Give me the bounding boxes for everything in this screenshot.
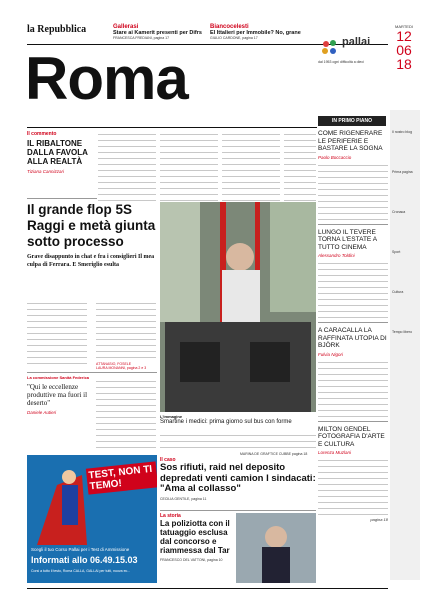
title-rule: [27, 127, 317, 128]
sidebar-item[interactable]: Cronaca: [392, 210, 406, 214]
bottom-story-1-kicker: Il caso: [160, 457, 176, 463]
right-story-3-title: A CARACALLA LA RAFFINATA UTOPIA DI BJÖRK: [318, 327, 387, 349]
main-photo[interactable]: [160, 202, 316, 412]
ad-headline: TEST, NON TI TEMO!: [86, 461, 157, 494]
main-text-1: [27, 300, 87, 366]
in-primo-piano-bar: IN PRIMO PIANO: [318, 116, 386, 126]
bus-photo-icon: [160, 202, 316, 412]
commento-kicker: Il commento: [27, 131, 57, 137]
right-story-4[interactable]: [318, 426, 388, 523]
commento-title: IL RIBALTONE DALLA FAVOLA ALLA REALTÀ: [27, 139, 88, 166]
main-story-subtitle: Grave disappunto in chat e fra i consiglieri Il mea culpa di Ferrara. E Smeriglio esulta: [27, 254, 155, 268]
teaser-1[interactable]: [113, 24, 203, 40]
sidebar-item[interactable]: Sport: [392, 250, 401, 254]
main-story-bylines: ATTANASIO, FOSELE LAURA MONANNI, pagina 2 e 3: [96, 362, 147, 370]
bottom-story-1-byline: CECILIA GENTILE, pagina 11: [160, 496, 207, 501]
right-story-4-byline: Lorenza Muzlani: [318, 450, 352, 455]
rule: [160, 510, 316, 511]
sidebar-list: [392, 130, 418, 370]
photo-caption-block: [160, 414, 316, 425]
main-story-title: Il grande flop 5S Raggi e metà giunta sotto processo: [27, 202, 156, 249]
rule: [27, 198, 97, 199]
right-story-2-title: LUNGO IL TEVERE TORNA L'ESTATE A TUTTO CINEMA: [318, 228, 377, 251]
text-column-3: [222, 131, 280, 201]
police-photo-icon: [236, 513, 316, 583]
photo-credit: MARINA DE GRAFTICE CUBBE pagina 18: [240, 452, 308, 456]
quote-block[interactable]: [27, 375, 95, 415]
sponsor-sub: dal 1953 ogni difficoltà a dieci: [318, 60, 364, 64]
city-title: Roma: [25, 45, 188, 112]
quote-text: "Qui le eccellenze produttive ma fuori il deserto": [27, 383, 88, 407]
teaser-2-title: El Ittalieri per Immobile? No, grane: [210, 30, 301, 36]
footer-rule: [27, 588, 388, 589]
bottom-story-2[interactable]: [160, 513, 232, 562]
right-story-4-page: pagina 18: [370, 517, 388, 522]
newspaper-logo: la Repubblica: [27, 24, 87, 35]
date-month: 06: [396, 42, 412, 58]
sidebar-item[interactable]: Tempo libero: [392, 330, 413, 334]
quote-text-col: [96, 378, 156, 450]
photo-caption-kicker: L'immagine: [160, 414, 183, 419]
right-story-4-title: MILTON GENDEL FOTOGRAFIA D'ARTE E CULTURA: [318, 425, 385, 448]
date-day: 12: [396, 28, 412, 44]
rule: [318, 421, 388, 422]
right-story-3-byline: Fulvia Nigori: [318, 351, 344, 357]
right-story-2[interactable]: [318, 229, 388, 319]
right-story-3-text: [318, 359, 388, 417]
ad-line-1: Scegli il tuo Corso Pallai per i Test di Ammissione: [31, 547, 130, 552]
text-column-2: [160, 131, 218, 201]
bottom-story-2-kicker: La storia: [160, 513, 181, 519]
date-day-name: MARTEDI: [395, 24, 413, 29]
bottom-story-1-title: Sos rifiuti, raid nel deposito depredati venti camion I sindacati: "Ama al collasso": [160, 462, 316, 494]
teaser-1-title: Stare ai Kamerit presenti per Difrs: [113, 30, 202, 36]
sponsor-logo-icon: [320, 38, 340, 58]
right-story-3[interactable]: [318, 327, 388, 417]
teaser-1-byline: FRANCESCA FREDIANI, pagina 17: [113, 36, 170, 40]
photo-caption: Smartine i medici: prima giorno sul bus con forme: [160, 419, 292, 425]
bottom-photo[interactable]: [236, 513, 316, 583]
bottom-story-2-title: La poliziotta con il tatuaggio esclusa dal concorso e riammessa dal Tar: [160, 519, 230, 555]
main-story[interactable]: [27, 202, 157, 269]
teaser-2-section: Biancocelesti: [210, 24, 249, 30]
bottom-story-2-byline: FRANCESCO DEL VATTONI, pagina 10: [160, 558, 223, 562]
sidebar-item[interactable]: Il nostro blog: [392, 130, 413, 134]
right-story-1[interactable]: [318, 130, 388, 220]
ad-line-2: Informati allo 06.49.15.03: [31, 555, 138, 565]
right-story-1-title: COME RIGENERARE LE PERIFERIE E BASTARE LA SOGNA: [318, 130, 383, 152]
sidebar-item[interactable]: Prima pagina: [392, 170, 413, 174]
quote-byline: Daniele Autieri: [27, 410, 57, 415]
sidebar-item[interactable]: Cultura: [392, 290, 404, 294]
rule: [318, 224, 388, 225]
right-story-1-text: [318, 162, 388, 220]
photo-text: [160, 432, 316, 450]
issue-date: [392, 24, 416, 71]
rule: [318, 322, 388, 323]
right-story-4-text: [318, 457, 388, 517]
quote-kicker: La commissione Sanità Federica: [27, 375, 90, 380]
rule: [27, 372, 157, 373]
right-story-1-byline: Paolo Boccaccio: [318, 154, 352, 160]
ad-banner[interactable]: [27, 455, 157, 583]
text-column-1: [98, 131, 156, 201]
ad-line-3: Corsi a tutto il testo, Roma CALLA, GALLAI per tutti, nuova ec...: [31, 569, 131, 573]
commento-byline: Tiziana Cannizzari: [27, 169, 64, 174]
right-story-2-text: [318, 260, 388, 318]
text-column-4: [284, 131, 316, 201]
teaser-2-byline: GIULIO CARDONE, pagina 17: [210, 36, 258, 40]
sponsor-box[interactable]: [318, 30, 386, 70]
teaser-2[interactable]: [210, 24, 305, 40]
sponsor-name: pallai: [342, 36, 371, 48]
main-text-2: [96, 300, 156, 360]
bottom-story-1[interactable]: [160, 457, 316, 501]
date-year: 18: [396, 56, 412, 72]
commento-block[interactable]: [27, 131, 95, 174]
right-column: [318, 130, 388, 522]
teaser-1-section: Gallerasi: [113, 24, 139, 30]
right-story-2-byline: Alessandro Toldini: [318, 253, 355, 258]
